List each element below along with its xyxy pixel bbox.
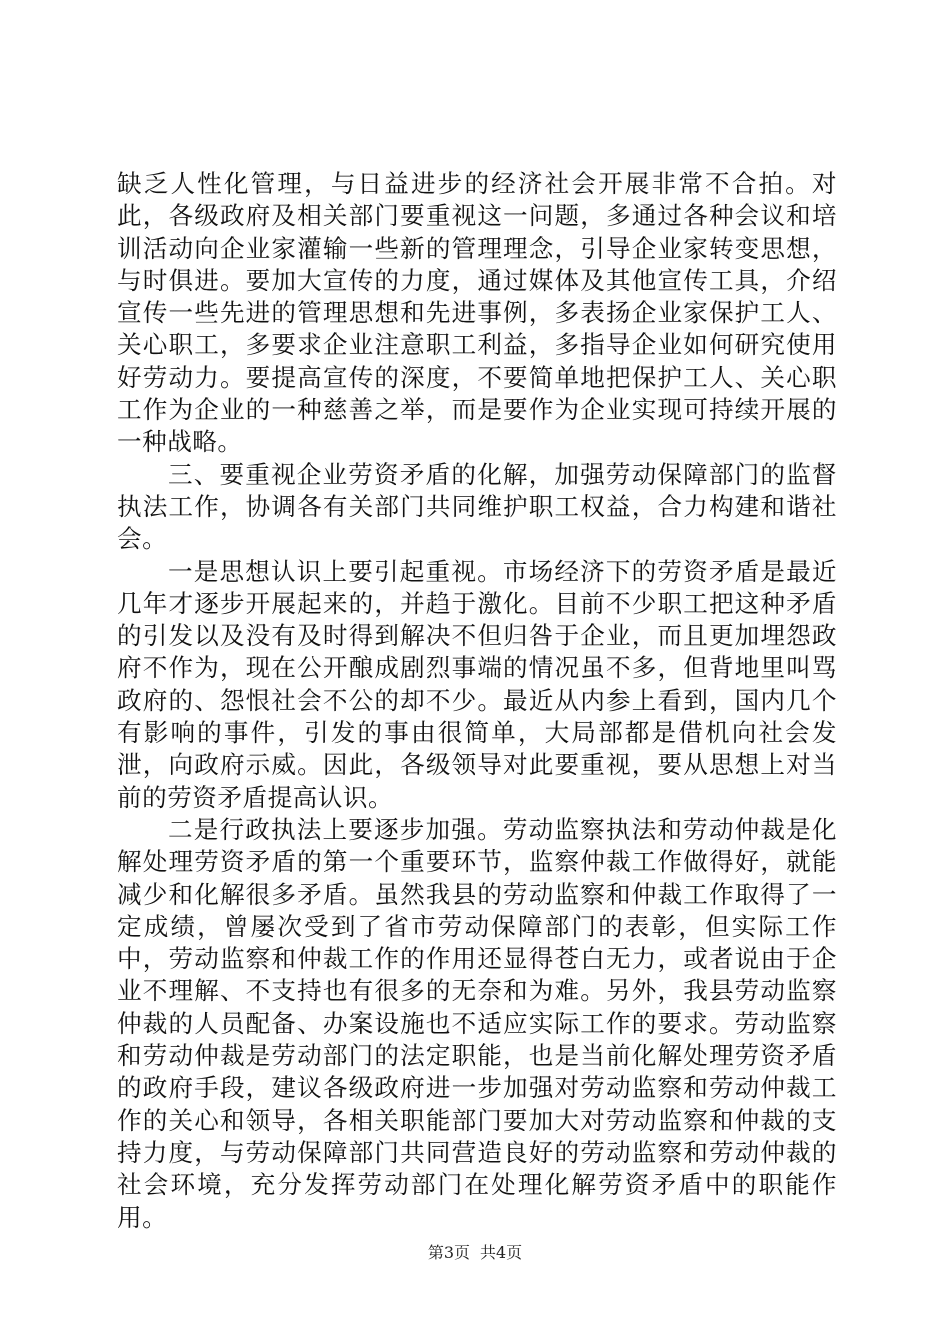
paragraph-management: 缺乏人性化管理，与日益进步的经济社会开展非常不合拍。对此，各级政府及相关部门要重视这一问题，多通过各种会议和培训活动向企业家灌输一些新的管理理念，引导企业家转变思想，与时俱进。要加大宣传的力度，通过媒体及其他宣传工具，介绍宣传一些先进的管理思想和先进事例，多表扬企业家保护工人、关心职工，多要求企业注意职工利益，多指导企业如何研究使用好劳动力。要提高宣传的深度，不要简单地把保护工人、关心职工作为企业的一种慈善之举，而是要作为企业实现可持续开展的一种战略。 xyxy=(117,169,837,457)
document-body xyxy=(117,168,837,1234)
page-number: 第3页 xyxy=(427,1243,470,1262)
paragraph-administrative-enforcement: 二是行政执法上要逐步加强。劳动监察执法和劳动仲裁是化解处理劳资矛盾的第一个重要环节，监察仲裁工作做得好，就能减少和化解很多矛盾。虽然我县的劳动监察和仲裁工作取得了一定成绩，曾屡次受到了省市劳动保障部门的表彰，但实际工作中，劳动监察和仲裁工作的作用还显得苍白无力，或者说由于企业不理解、不支持也有很多的无奈和为难。另外，我县劳动监察仲裁的人员配备、办案设施也不适应实际工作的要求。劳动监察和劳动仲裁是劳动部门的法定职能，也是当前化解处理劳资矛盾的政府手段，建议各级政府进一步加强对劳动监察和劳动仲裁工作的关心和领导，各相关职能部门要加大对劳动监察和仲裁的支持力度，与劳动保障部门共同营造良好的劳动监察和劳动仲裁的社会环境，充分发挥劳动部门在处理化解劳资矛盾中的职能作用。 xyxy=(117,814,837,1232)
page-footer xyxy=(0,1242,950,1264)
paragraph-ideological-awareness: 一是思想认识上要引起重视。市场经济下的劳资矛盾是最近几年才逐步开展起来的，并趋于激化。目前不少职工把这种矛盾的引发以及没有及时得到解决不但归咎于企业，而且更加埋怨政府不作为，现在公开酿成剧烈事端的情况虽不多，但背地里叫骂政府的、怨恨社会不公的却不少。最近从内参上看到，国内几个有影响的事件，引发的事由很简单，大局部都是借机向社会发泄，向政府示威。因此，各级领导对此要重视，要从思想上对当前的劳资矛盾提高认识。 xyxy=(117,556,837,812)
page-total: 共4页 xyxy=(480,1243,523,1262)
paragraph-section-three-heading: 三、要重视企业劳资矛盾的化解，加强劳动保障部门的监督执法工作，协调各有关部门共同维护职工权益，合力构建和谐社会。 xyxy=(117,459,837,554)
